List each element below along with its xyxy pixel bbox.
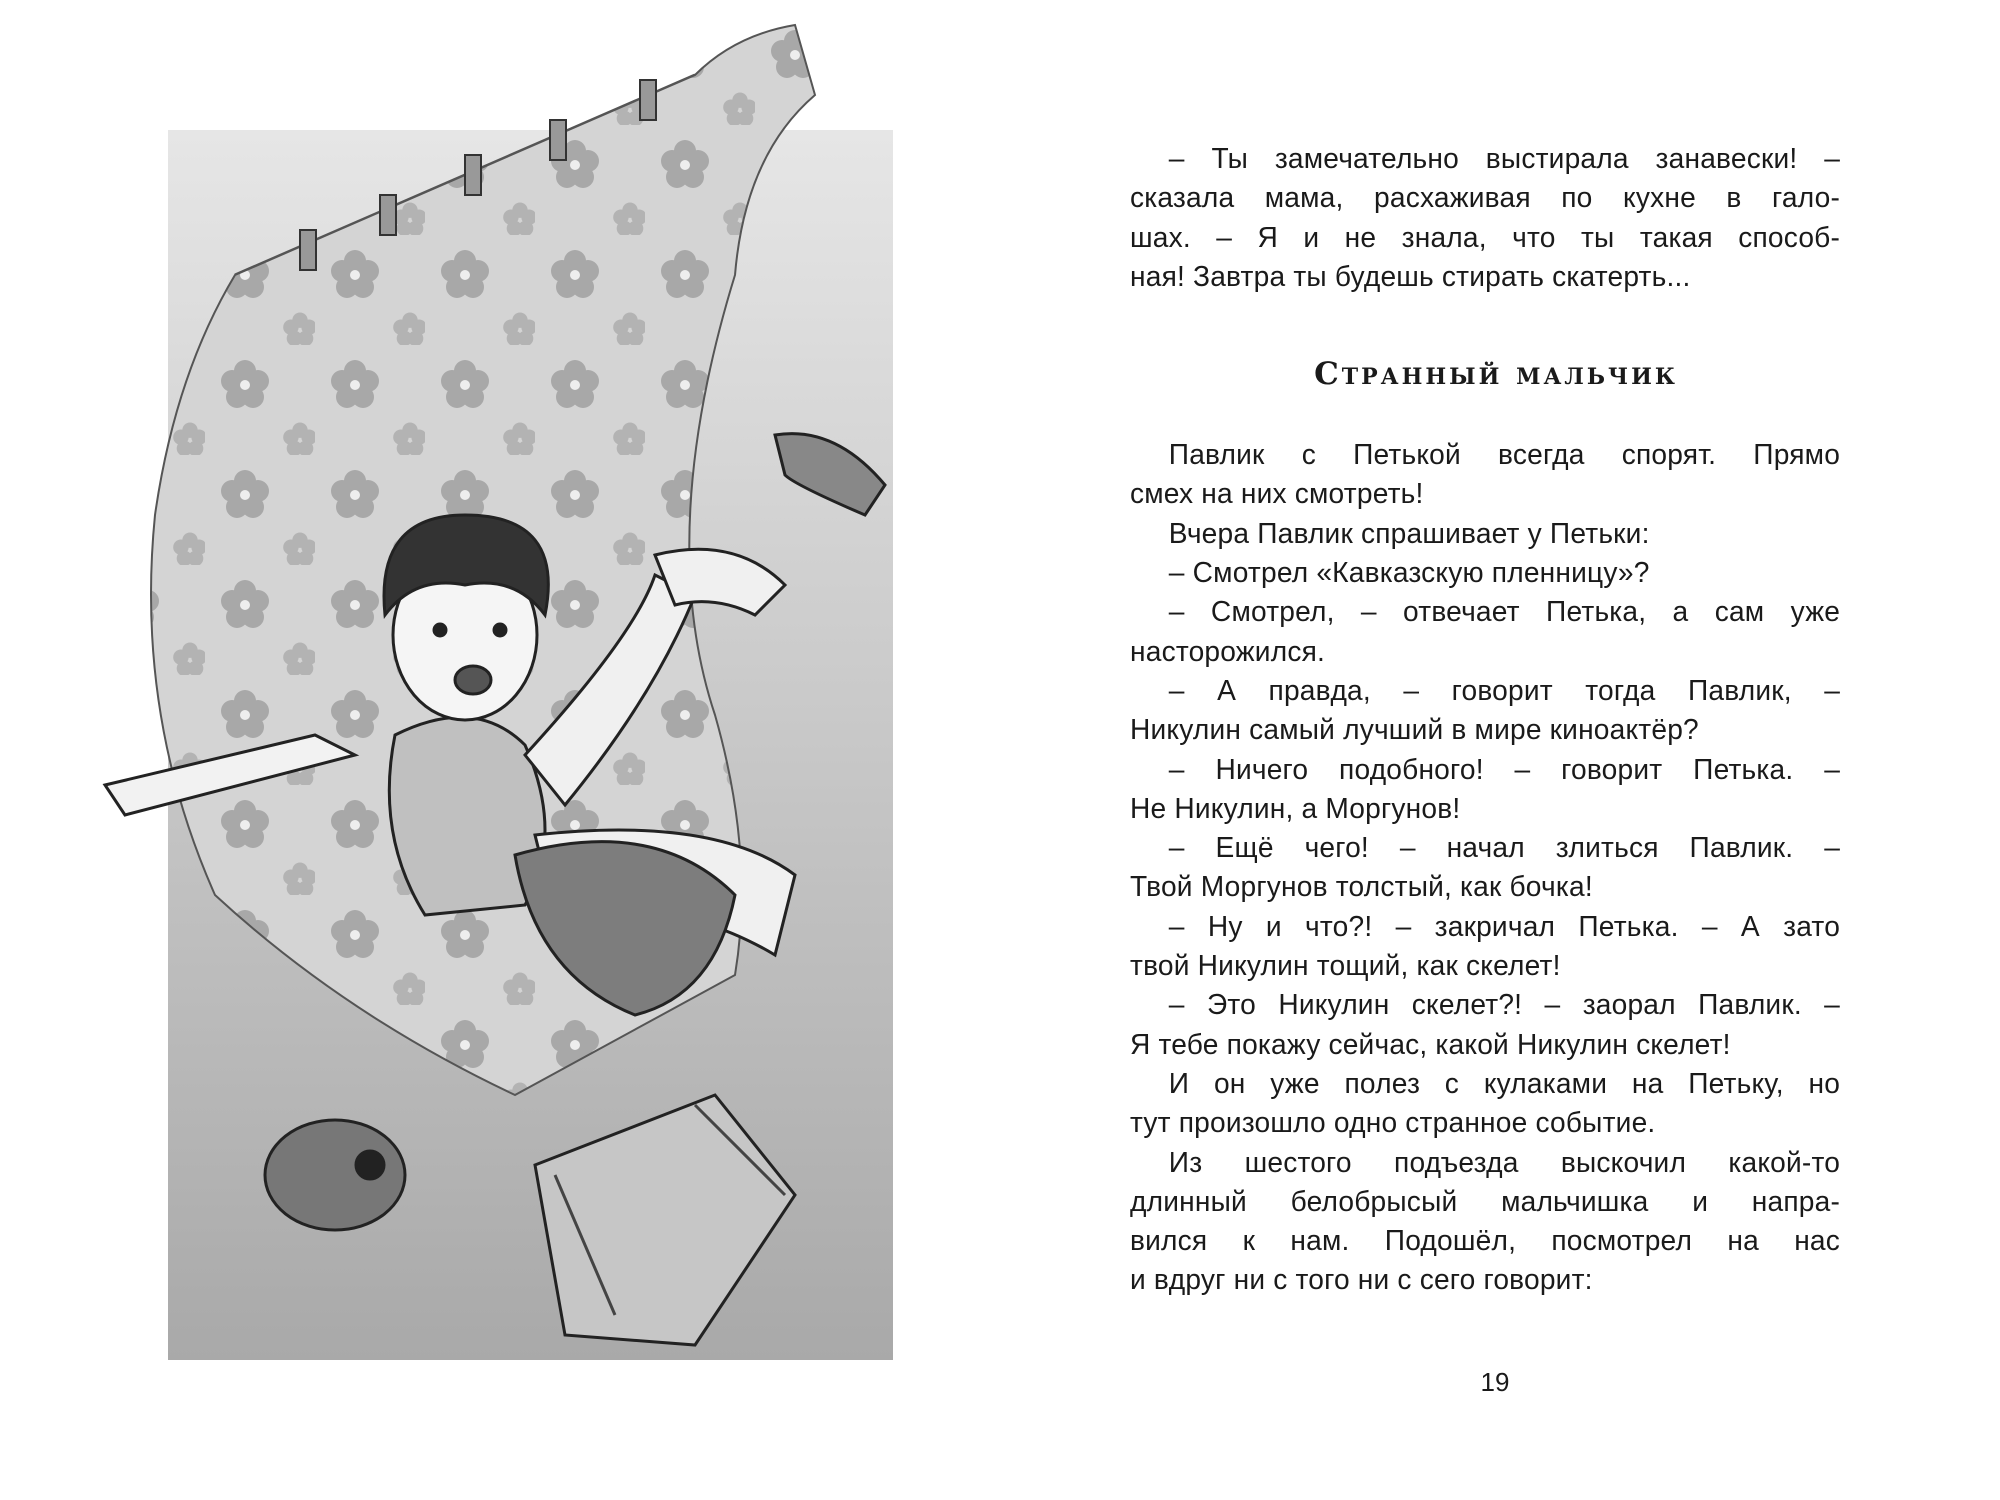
text-line: Вчера Павлик спрашивает у Петьки: — [1168, 517, 1650, 550]
text-line: Никулин самый лучший в мире киноактёр? — [1130, 714, 1699, 747]
text-line: сказала мама, расхаживая по кухне в гало- — [1130, 182, 1841, 215]
text-line: – Ну и что?! – закричал Петька. – А зато — [1168, 910, 1841, 943]
text-line: – Смотрел, – отвечает Петька, а сам уже — [1168, 596, 1841, 629]
text-line: – Ты замечательно выстирала занавески! – — [1168, 143, 1841, 175]
text-line: Не Никулин, а Моргунов! — [1130, 792, 1461, 825]
text-line: – А правда, – говорит тогда Павлик, – — [1168, 674, 1841, 707]
text-line: смех на них смотреть! — [1130, 478, 1424, 511]
text-line: Я тебе покажу сейчас, какой Никулин скелет! — [1130, 1028, 1731, 1061]
text-line: твой Никулин тощий, как скелет! — [1130, 950, 1561, 983]
chapter-title: Странный мальчик — [1314, 356, 1678, 393]
illustration-falling-boy-with-curtain — [95, 15, 905, 1360]
text-line: Из шестого подъезда выскочил какой-то — [1168, 1146, 1841, 1179]
paragraph-block-1 — [1130, 140, 1862, 297]
text-line: длинный белобрысый мальчишка и напра- — [1130, 1185, 1841, 1218]
text-line: и вдруг ни с того ни с сего говорит: — [1130, 1264, 1593, 1297]
text-line: Твой Моргунов толстый, как бочка! — [1130, 871, 1593, 904]
text-line: тут произошло одно странное событие. — [1130, 1107, 1656, 1140]
text-line: Павлик с Петькой всегда спорят. Прямо — [1168, 439, 1841, 472]
paragraph-block-2 — [1130, 436, 1862, 1301]
page-number: 19 — [1480, 1367, 1510, 1397]
text-line: – Это Никулин скелет?! – заорал Павлик. – — [1168, 989, 1841, 1022]
text-line: – Ничего подобного! – говорит Петька. – — [1168, 753, 1841, 786]
text-column — [1130, 140, 1862, 1301]
text-line: – Смотрел «Кавказскую пленницу»? — [1168, 557, 1650, 590]
text-line: шах. – Я и не знала, что ты такая способ- — [1130, 221, 1841, 254]
text-line: насторожился. — [1130, 635, 1326, 668]
text-line: – Ещё чего! – начал злиться Павлик. – — [1168, 832, 1841, 865]
text-line: вился к нам. Подошёл, посмотрел на нас — [1130, 1225, 1841, 1258]
text-line: И он уже полез с кулаками на Петьку, но — [1168, 1067, 1841, 1100]
text-line: ная! Завтра ты будешь стирать скатерть... — [1130, 260, 1691, 293]
